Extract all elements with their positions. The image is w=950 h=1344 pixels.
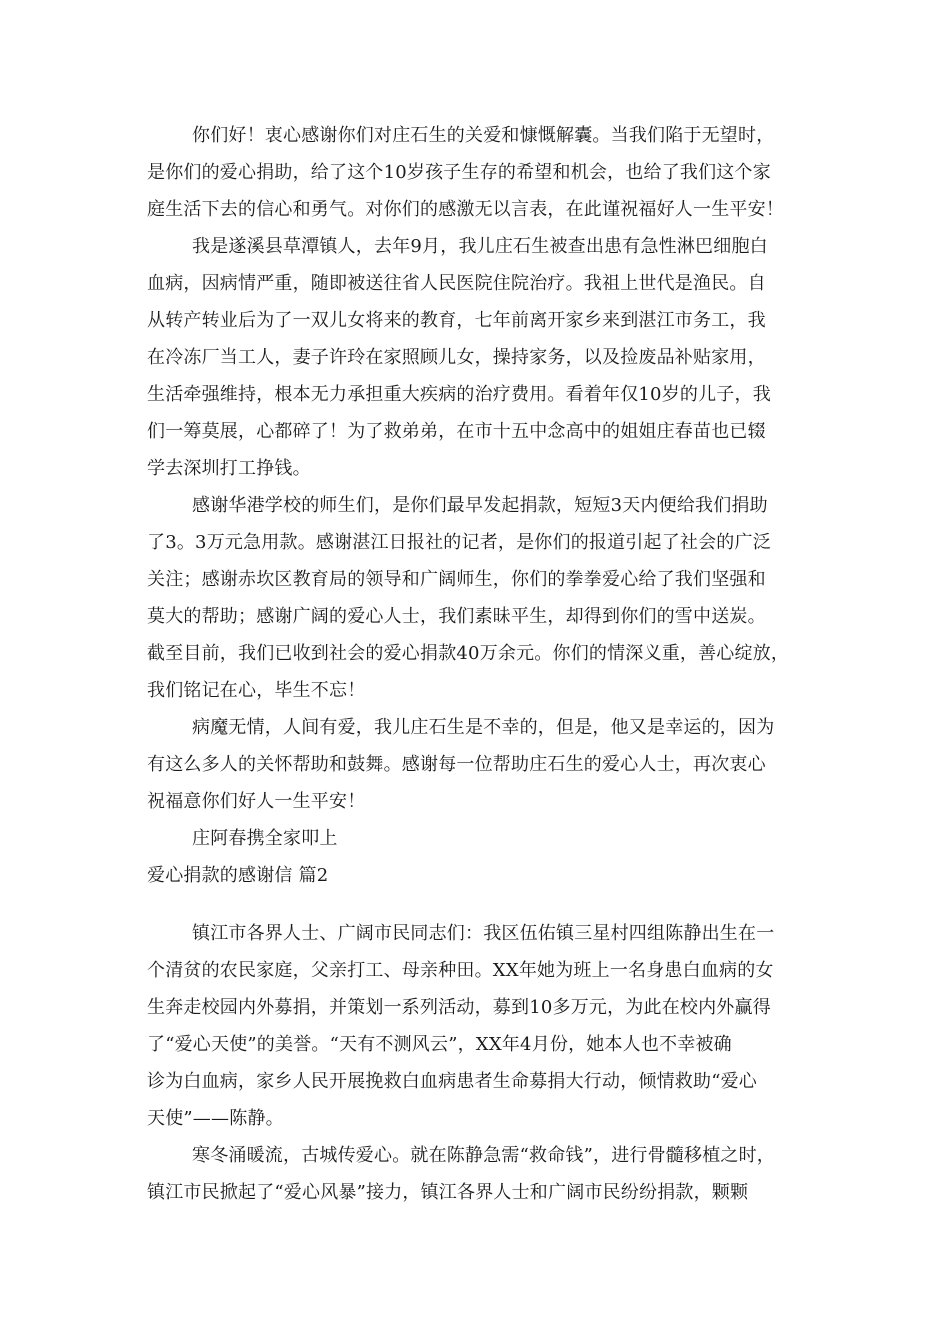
letter-1-body: [147, 117, 827, 894]
letter-1-p2-line-5: 生活牵强维持，根本无力承担重大疾病的治疗费用。看着年仅10岁的儿子，我: [147, 384, 771, 405]
letter-1-p2-line-4: 在冷冻厂当工人，妻子许玲在家照顾儿女，操持家务，以及捡废品补贴家用，: [147, 347, 766, 368]
letter-2-p2-line-2: 镇江市民掀起了“爱心风暴”接力，镇江各界人士和广阔市民纷纷捐款，颗颗: [147, 1182, 749, 1203]
letter-1-p3-line-4: 莫大的帮助；感谢广阔的爱心人士，我们素昧平生，却得到你们的雪中送炭。: [147, 606, 766, 627]
letter-1-p4-line-2: 有这么多人的关怀帮助和鼓舞。感谢每一位帮助庄石生的爱心人士，再次衷心: [147, 754, 766, 775]
letter-1-p2-line-6: 们一筹莫展，心都碎了！为了救弟弟，在市十五中念高中的姐姐庄春苗也已辍: [147, 421, 766, 442]
letter-1-p4-line-1: 病魔无情，人间有爱，我儿庄石生是不幸的，但是，他又是幸运的，因为: [192, 717, 775, 738]
letter-2-p1-line-3: 生奔走校园内外募捐，并策划一系列活动，募到10多万元，为此在校内外赢得: [147, 997, 771, 1018]
letter-2-body: [147, 915, 827, 1211]
letter-1-p3-line-2: 了3。3万元急用款。感谢湛江日报社的记者，是你们的报道引起了社会的广泛: [147, 532, 771, 553]
letter-1-p1-line-1: 你们好！衷心感谢你们对庄石生的关爱和慷慨解囊。当我们陷于无望时，: [192, 125, 775, 146]
letter-1-signature: 庄阿春携全家叩上: [192, 828, 338, 849]
letter-2-p1-line-5: 诊为白血病，家乡人民开展挽救白血病患者生命募捐大行动，倾情救助“爱心: [147, 1071, 757, 1092]
letter-1-p1-line-2: 是你们的爱心捐助，给了这个10岁孩子生存的希望和机会，也给了我们这个家: [147, 162, 771, 183]
letter-2-p2-line-1: 寒冬涌暖流，古城传爱心。就在陈静急需“救命钱”，进行骨髓移植之时，: [192, 1145, 776, 1166]
letter-1-p2-line-2: 血病，因病情严重，随即被送往省人民医院住院治疗。我祖上世代是渔民。自: [147, 273, 766, 294]
letter-1-p3-line-1: 感谢华港学校的师生们，是你们最早发起捐款，短短3天内便给我们捐助: [192, 495, 768, 516]
letter-2-p1-line-6: 天使”——陈静。: [147, 1108, 284, 1129]
letter-1-p3-line-5: 截至目前，我们已收到社会的爱心捐款40万余元。你们的情深义重，善心绽放，: [147, 643, 790, 664]
letter-2-p1-line-2: 个清贫的农民家庭，父亲打工、母亲种田。XX年她为班上一名身患白血病的女: [147, 960, 774, 981]
letter-1-p3-line-6: 我们铭记在心，毕生不忘！: [147, 680, 366, 701]
letter-2-p1-line-4: 了“爱心天使”的美誉。“天有不测风云”，XX年4月份，她本人也不幸被确: [147, 1034, 732, 1055]
letter-1-p2-line-3: 从转产转业后为了一双儿女将来的教育，七年前离开家乡来到湛江市务工，我: [147, 310, 766, 331]
letter-1-p3-line-3: 关注；感谢赤坎区教育局的领导和广阔师生，你们的拳拳爱心给了我们坚强和: [147, 569, 766, 590]
letter-1-p4-line-3: 祝福意你们好人一生平安！: [147, 791, 366, 812]
letter-1-p2-line-1: 我是遂溪县草潭镇人，去年9月，我儿庄石生被查出患有急性淋巴细胞白: [192, 236, 768, 257]
section-2-heading: 爱心捐款的感谢信 篇2: [147, 865, 329, 886]
letter-1-p1-line-3: 庭生活下去的信心和勇气。对你们的感激无以言表，在此谨祝福好人一生平安！: [147, 199, 784, 220]
letter-2-p1-line-1: 镇江市各界人士、广阔市民同志们：我区伍佑镇三星村四组陈静出生在一: [192, 923, 775, 944]
letter-1-p2-line-7: 学去深圳打工挣钱。: [147, 458, 311, 479]
